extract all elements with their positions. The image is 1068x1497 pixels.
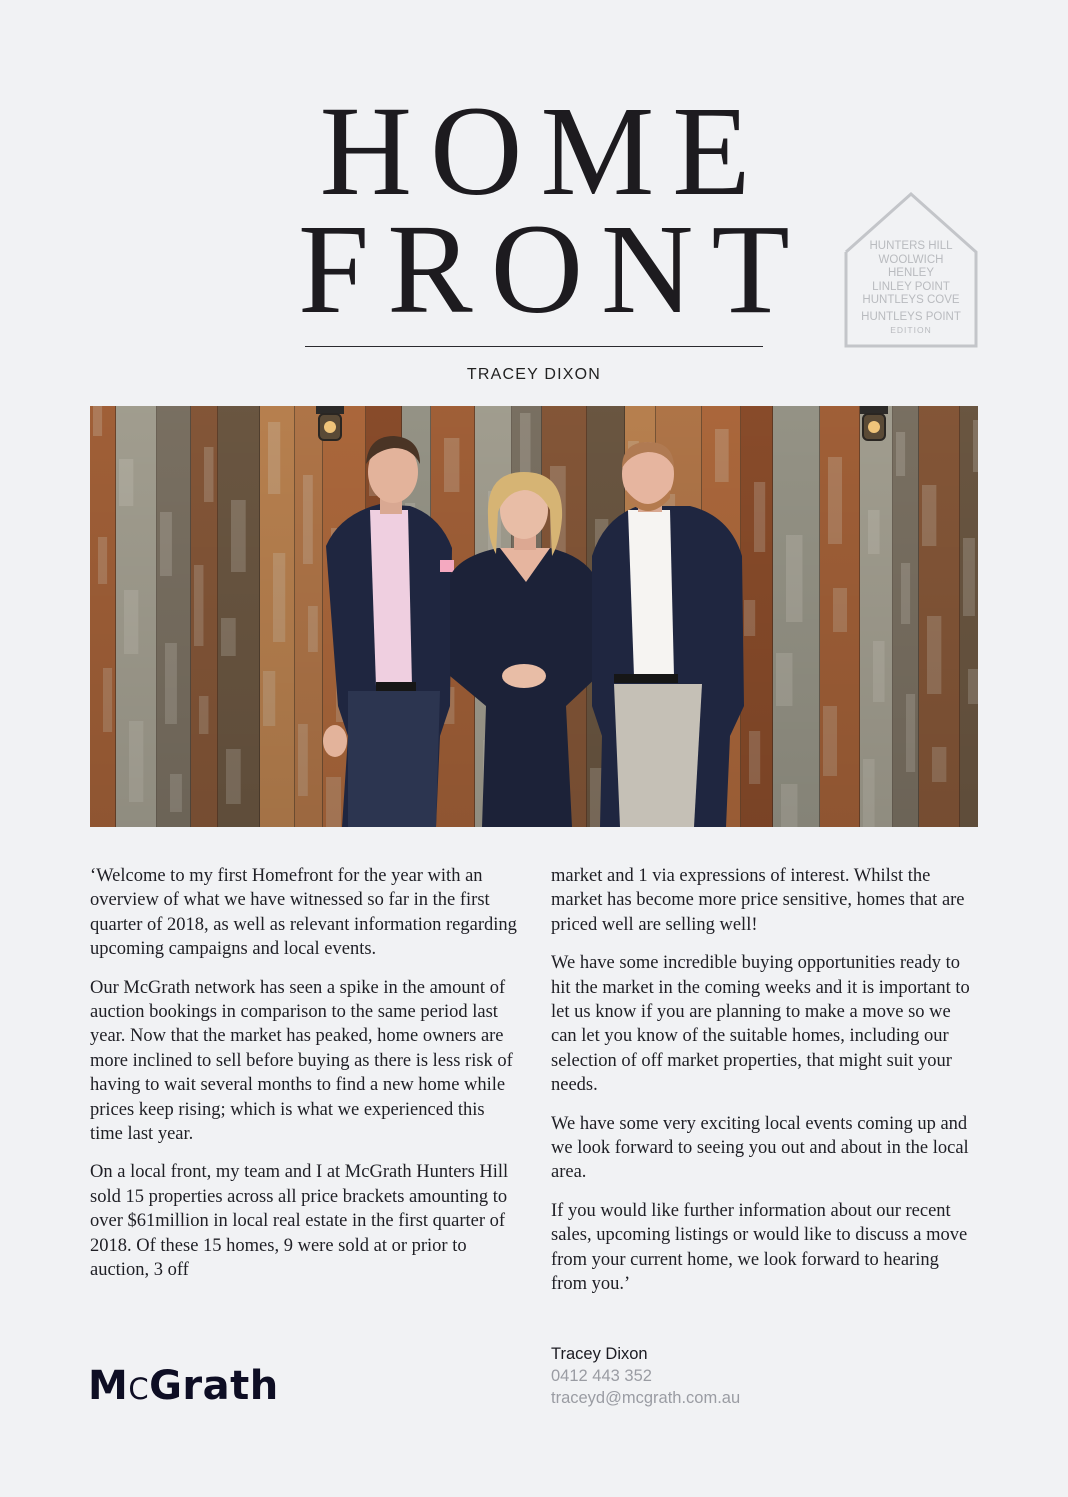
masthead-home: HOME <box>319 80 769 222</box>
lamp-icon <box>316 406 344 440</box>
paragraph: Our McGrath network has seen a spike in the amount of auction bookings in comparison to the same period last year. Now that the market has peaked, home owners are more inclined to sell before buying as there is less risk of having to wait several months to find a new home while prices keep rising; which is what we experienced this time last year. <box>90 977 513 1145</box>
article-column-right <box>551 864 971 1311</box>
contact-name: Tracey Dixon <box>551 1345 648 1363</box>
lamp-icon <box>860 406 888 440</box>
logo-m: M <box>88 1363 129 1409</box>
contact-email[interactable]: traceyd@mcgrath.com.au <box>551 1389 741 1407</box>
team-photo <box>90 406 978 827</box>
suburb-label: HUNTLEYS POINT <box>861 310 961 323</box>
logo-c: C <box>128 1372 150 1406</box>
paragraph: We have some very exciting local events coming up and we look forward to seeing you out and about in the local area. <box>551 1113 969 1183</box>
suburb-label: HUNTLEYS COVE <box>862 294 960 306</box>
masthead <box>280 80 808 340</box>
author-byline: TRACEY DIXON <box>466 366 602 383</box>
article-column-left <box>90 864 520 1297</box>
edition-suburbs <box>850 240 972 338</box>
suburb-label: HENLEY <box>887 267 935 279</box>
masthead-front: FRONT <box>298 198 808 340</box>
logo-rest: Grath <box>149 1363 279 1409</box>
paragraph: On a local front, my team and I at McGrath Hunters Hill sold 15 properties across all price brackets amounting to over $61million in local real estate in the first quarter of 2018. Of these 15 homes, 9 were sold at or prior to auction, 3 off <box>90 1162 509 1281</box>
contact-phone[interactable]: 0412 443 352 <box>551 1367 652 1385</box>
suburb-label: WOOLWICH <box>878 253 944 266</box>
paragraph: ‘Welcome to my first Homefront for the year with an overview of what we have witnessed so far in the first quarter of 2018, as well as relevant information regarding upcoming campaigns and local events. <box>90 866 517 960</box>
suburb-label: LINLEY POINT <box>872 280 950 293</box>
contact-block <box>551 1343 740 1409</box>
paragraph: market and 1 via expressions of interest. Whilst the market has become more price sensitive, homes that are priced well are selling well! <box>551 866 965 935</box>
edition-label: EDITION <box>890 325 932 335</box>
paragraph: We have some incredible buying opportunities ready to hit the market in the coming weeks and it is important to let us know if you are planning to make a move so we can let you know of the suitable homes, including our selection of off market properties, that might suit your needs. <box>551 953 970 1096</box>
team-photo-illustration <box>90 406 978 827</box>
edition-badge <box>842 192 980 349</box>
mcgrath-logo <box>88 1363 279 1409</box>
suburb-label: HUNTERS HILL <box>869 240 953 252</box>
masthead-divider <box>305 346 763 347</box>
paragraph: If you would like further information about our recent sales, upcoming listings or would like to discuss a move from your current home, we look forward to hearing from you.’ <box>551 1200 968 1295</box>
